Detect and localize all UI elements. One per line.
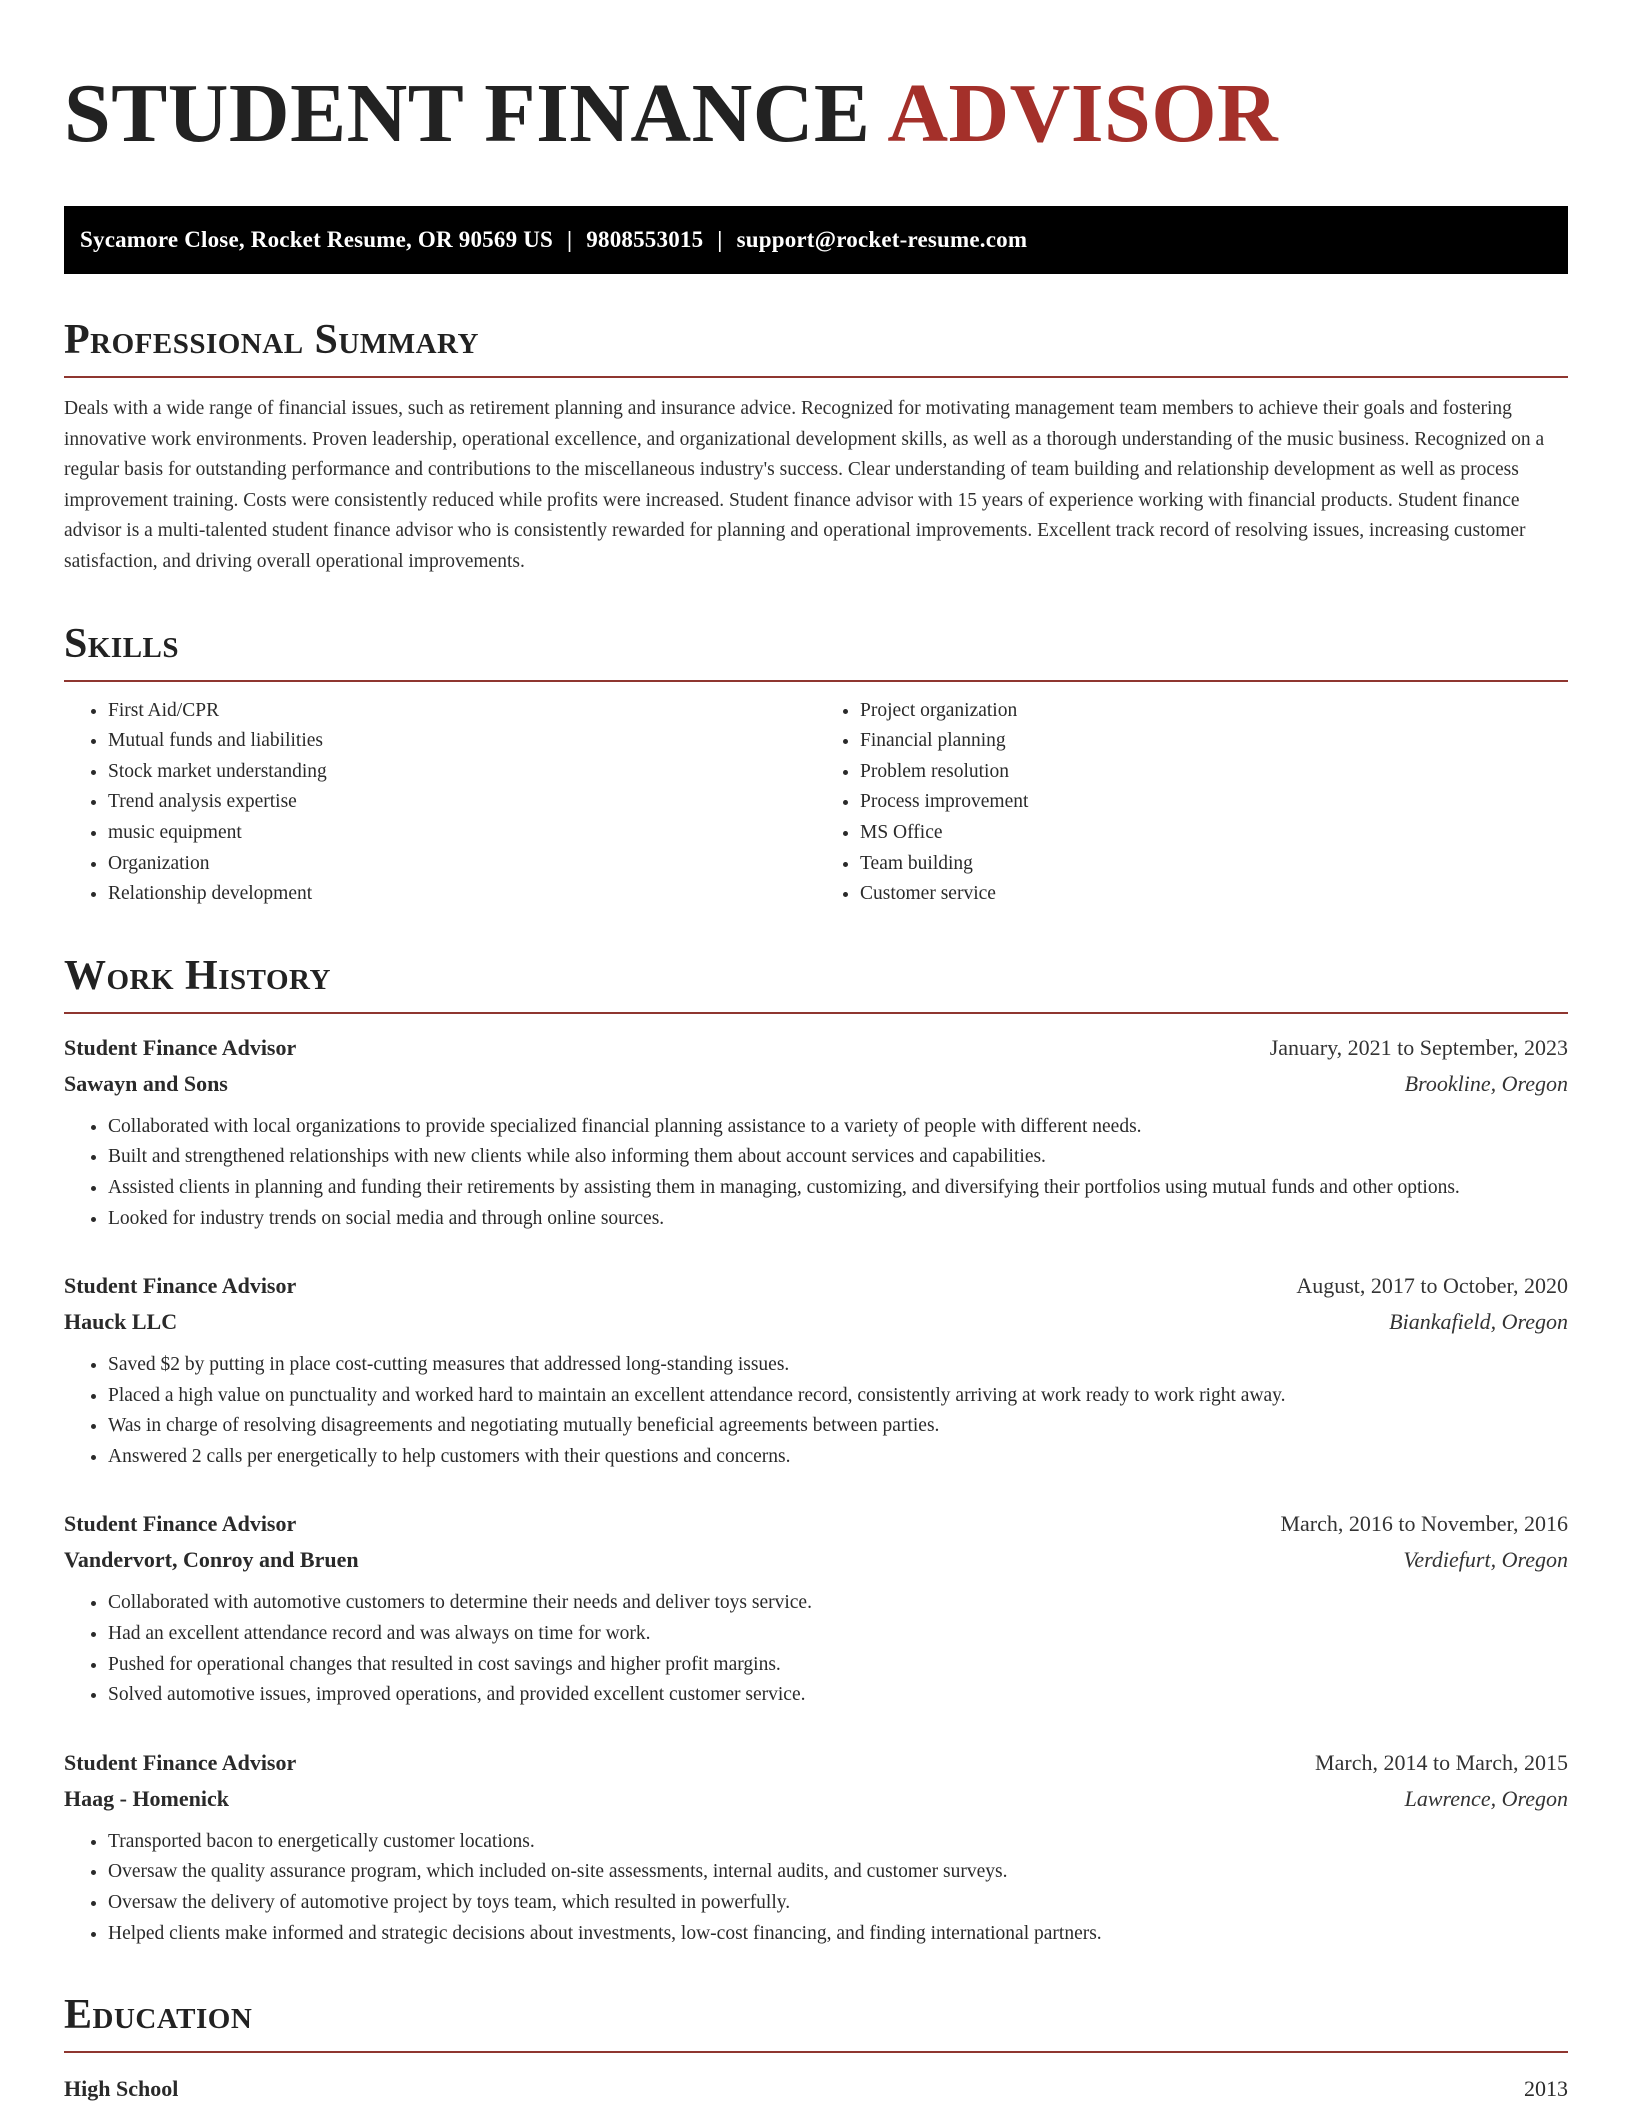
skill-item: • Stock market understanding [108,757,816,788]
job-company: Hauck LLC [64,1309,178,1335]
job-bullet: • Collaborated with local organizations to provide specialized financial planning assistance to a variety of people with different needs. [108,1112,1568,1143]
section-heading-summary: Professional Summary [64,318,1568,378]
job-location: Biankafield, Oregon [1389,1309,1568,1335]
job-header [64,1030,1568,1066]
job-location: Lawrence, Oregon [1404,1785,1568,1811]
resume-title [64,58,1568,170]
job-location: Brookline, Oregon [1404,1070,1568,1096]
job-dates: August, 2017 to October, 2020 [1296,1273,1568,1299]
job-subheader [64,1304,1568,1340]
skill-item: • Organization [108,849,816,880]
title-main: STUDENT FINANCE [64,67,871,160]
skill-item: • MS Office [860,818,1568,849]
education-entry [64,2071,1568,2107]
section-heading-skills: Skills [64,622,1568,682]
skill-item: • Mutual funds and liabilities [108,726,816,757]
job-header [64,1745,1568,1781]
contact-email[interactable]: support@rocket-resume.com [736,227,1028,252]
education-year: 2013 [1524,2076,1568,2102]
skill-item: • Relationship development [108,879,816,910]
job-dates: March, 2016 to November, 2016 [1280,1511,1568,1537]
skill-item: • Team building [860,849,1568,880]
job-entry [64,1030,1568,1234]
skills-column-left [64,696,816,910]
job-dates: January, 2021 to September, 2023 [1269,1034,1568,1060]
skill-item: • music equipment [108,818,816,849]
job-bullet: • Had an excellent attendance record and was always on time for work. [108,1619,1568,1650]
job-header [64,1506,1568,1542]
job-subheader [64,1066,1568,1102]
contact-separator: | [717,227,723,252]
job-title: Student Finance Advisor [64,1749,297,1775]
job-bullet: • Assisted clients in planning and funding their retirements by assisting them in managing, customizing, and diversifying their portfolios using mutual funds and other options. [108,1173,1568,1204]
skill-item: • First Aid/CPR [108,696,816,727]
job-company: Haag - Homenick [64,1785,229,1811]
job-bullet: • Was in charge of resolving disagreements and negotiating mutually beneficial agreements between parties. [108,1411,1568,1442]
job-bullet: • Transported bacon to energetically customer locations. [108,1827,1568,1858]
section-heading-work: Work History [64,954,1568,1014]
job-bullet: • Saved $2 by putting in place cost-cutting measures that addressed long-standing issues. [108,1350,1568,1381]
skill-item: • Project organization [860,696,1568,727]
job-entry [64,1745,1568,1949]
job-company: Sawayn and Sons [64,1070,228,1096]
contact-address: Sycamore Close, Rocket Resume, OR 90569 US [80,227,554,252]
job-bullet: • Answered 2 calls per energetically to help customers with their questions and concerns. [108,1442,1568,1473]
job-location: Verdiefurt, Oregon [1403,1547,1568,1573]
job-subheader [64,1781,1568,1817]
job-company: Vandervort, Conroy and Bruen [64,1547,359,1573]
job-bullet: • Placed a high value on punctuality and worked hard to maintain an excellent attendance record, consistently arriving at work ready to work right away. [108,1381,1568,1412]
job-title: Student Finance Advisor [64,1034,297,1060]
job-header [64,1268,1568,1304]
job-bullet: • Oversaw the quality assurance program, which included on-site assessments, internal audits, and customer surveys. [108,1857,1568,1888]
job-bullets [64,1350,1568,1472]
education-school: High School [64,2076,179,2102]
skill-item: • Process improvement [860,787,1568,818]
job-bullet: • Pushed for operational changes that resulted in cost savings and higher profit margins. [108,1650,1568,1681]
contact-phone[interactable]: 9808553015 [586,227,704,252]
job-title: Student Finance Advisor [64,1511,297,1537]
job-entry [64,1268,1568,1472]
job-bullet: • Helped clients make informed and strategic decisions about investments, low-cost financing, and finding international partners. [108,1919,1568,1950]
skill-item: • Customer service [860,879,1568,910]
job-bullets [64,1588,1568,1710]
contact-bar [64,206,1568,274]
skill-item: • Financial planning [860,726,1568,757]
job-bullet: • Looked for industry trends on social media and through online sources. [108,1204,1568,1235]
job-bullet: • Built and strengthened relationships with new clients while also informing them about account services and capabilities. [108,1142,1568,1173]
section-heading-education: Education [64,1993,1568,2053]
skills-list [64,696,1568,910]
job-title: Student Finance Advisor [64,1273,297,1299]
job-bullets [64,1112,1568,1234]
skill-item: • Problem resolution [860,757,1568,788]
job-entry [64,1506,1568,1710]
summary-text: Deals with a wide range of financial issues, such as retirement planning and insurance advice. Recognized for motivating management team members to achieve their goals and fostering innovative work environments. Proven leadership, operational excellence, and organizational development skills, as well as a thorough understanding of the music business. Recognized on a regular basis for outstanding performance and contributions to the miscellaneous industry's success. Clear understanding of team building and relationship development as well as process improvement training. Costs were consistently reduced while profits were increased. Student finance advisor with 15 years of experience working with financial products. Student finance advisor is a multi-talented student finance advisor who is consistently rewarded for planning and operational improvements. Excellent track record of resolving issues, increasing customer satisfaction, and driving overall operational improvements. [64,398,1545,572]
job-bullet: • Solved automotive issues, improved operations, and provided excellent customer service. [108,1680,1568,1711]
education-row [64,2071,1568,2107]
job-bullet: • Collaborated with automotive customers to determine their needs and deliver toys service. [108,1588,1568,1619]
skill-item: • Trend analysis expertise [108,787,816,818]
contact-separator: | [567,227,573,252]
job-subheader [64,1542,1568,1578]
title-accent: ADVISOR [887,67,1279,160]
job-bullet: • Oversaw the delivery of automotive project by toys team, which resulted in powerfully. [108,1888,1568,1919]
job-dates: March, 2014 to March, 2015 [1315,1749,1568,1775]
job-bullets [64,1827,1568,1949]
skills-column-right [816,696,1568,910]
